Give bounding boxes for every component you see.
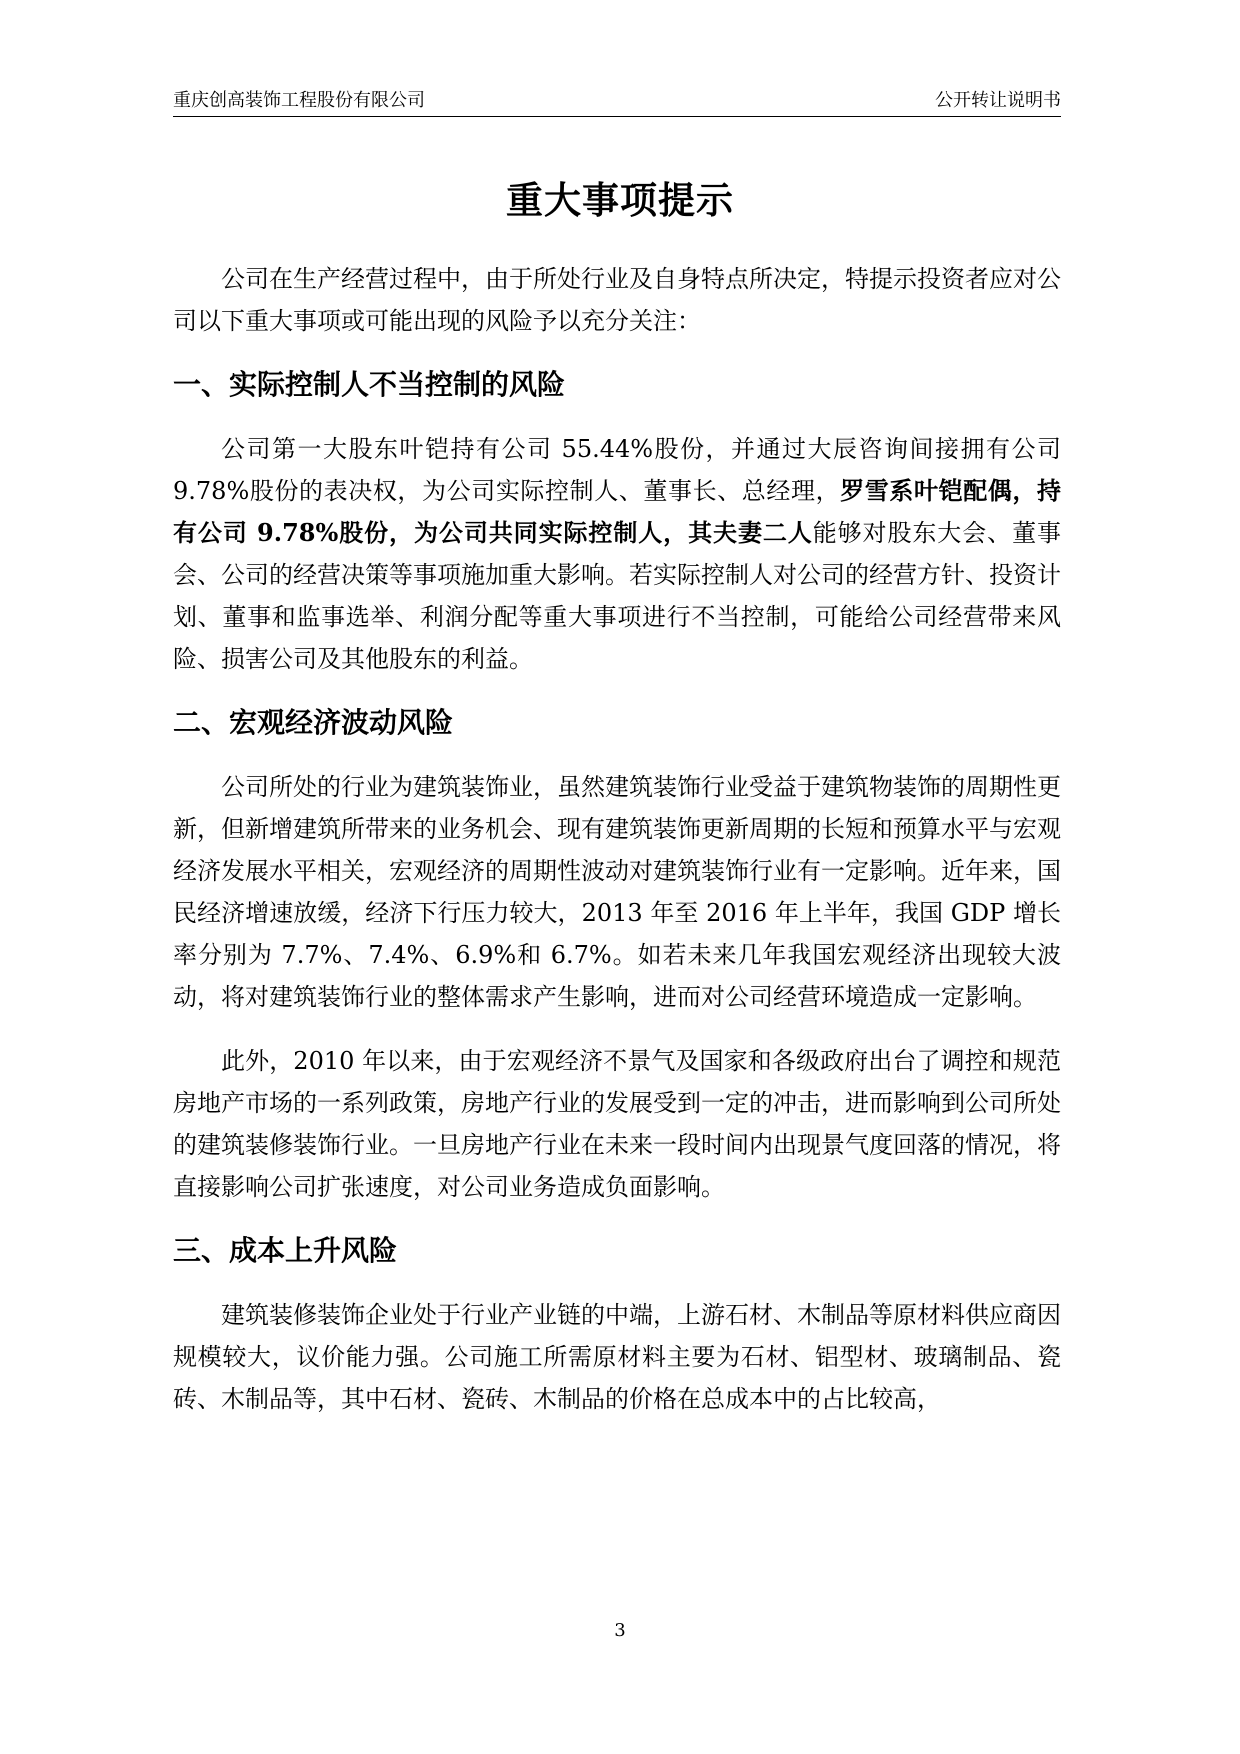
section-heading-macro-risk: 二、宏观经济波动风险 <box>173 706 454 739</box>
page-title: 重大事项提示 <box>506 179 734 222</box>
paragraph-control-risk <box>173 428 1061 680</box>
header-document-type: 公开转让说明书 <box>935 90 1061 111</box>
page-number: 3 <box>614 1620 626 1641</box>
paragraph-cost-risk: 建筑装修装饰企业处于行业产业链的中端，上游石材、木制品等原材料供应商因规模较大，议价能力强。公司施工所需原材料主要为石材、铝型材、玻璃制品、瓷砖、木制品等，其中石材、瓷砖、木制品的价格在总成本中的占比较高， <box>173 1301 1061 1413</box>
section-heading-cost-risk: 三、成本上升风险 <box>173 1234 398 1267</box>
header-company-name: 重庆创高装饰工程股份有限公司 <box>173 90 425 111</box>
paragraph-macro-risk-1: 公司所处的行业为建筑装饰业，虽然建筑装饰行业受益于建筑物装饰的周期性更新，但新增建筑所带来的业务机会、现有建筑装饰更新周期的长短和预算水平与宏观经济发展水平相关，宏观经济的周期性波动对建筑装饰行业有一定影响。近年来，国民经济增速放缓，经济下行压力较大，2013 年至 2016 年上半年，我国 GDP 增长率分别为 7.7%、7.4%、6.9%和 6.7%。如若未来几年我国宏观经济出现较大波动，将对建筑装饰行业的整体需求产生影响，进而对公司经营环境造成一定影响。 <box>173 773 1061 1011</box>
page-header <box>173 86 1061 117</box>
control-risk-text-end: 能够对股东大会、董事会、公司的经营决策等事项施加重大影响。若实际控制人对公司的经营方针、投资计划、董事和监事选举、利润分配等重大事项进行不当控制，可能给公司经营带来风险、损害公司及其他股东的利益。 <box>173 519 1061 673</box>
control-risk-text-start: 公司第一大股东叶铠持有公司 55.44%股份，并通过大辰咨询间接拥有公司9.78%股份的表决权，为公司实际控制人、董事长、总经理， <box>173 435 1061 505</box>
document-body <box>173 258 1061 1442</box>
paragraph-macro-risk-2: 此外，2010 年以来，由于宏观经济不景气及国家和各级政府出台了调控和规范房地产市场的一系列政策，房地产行业的发展受到一定的冲击，进而影响到公司所处的建筑装修装饰行业。一旦房地产行业在未来一段时间内出现景气度回落的情况，将直接影响公司扩张速度，对公司业务造成负面影响。 <box>173 1047 1061 1201</box>
control-risk-bold-text: 罗雪系叶铠配偶，持有公司 9.78%股份，为公司共同实际控制人，其夫妻二人 <box>173 476 1061 547</box>
section-heading-control-risk: 一、实际控制人不当控制的风险 <box>173 368 566 401</box>
intro-paragraph: 公司在生产经营过程中，由于所处行业及自身特点所决定，特提示投资者应对公司以下重大事项或可能出现的风险予以充分关注： <box>173 265 1061 335</box>
